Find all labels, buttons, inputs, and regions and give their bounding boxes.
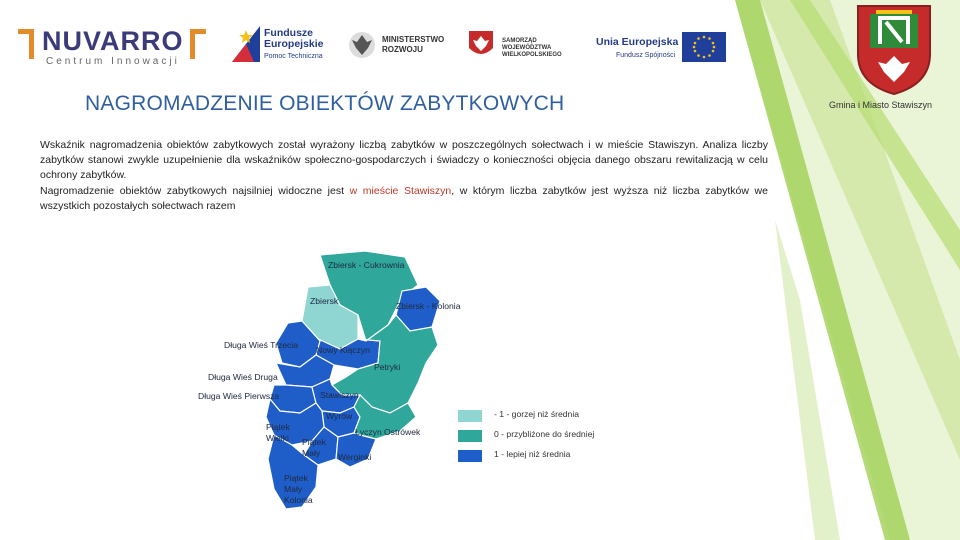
ministerstwo-line1: MINISTERSTWO [382, 35, 445, 44]
unia-sub: Fundusz Spójności [616, 52, 676, 59]
slide-title: NAGROMADZENIE OBIEKTÓW ZABYTKOWYCH [85, 92, 565, 115]
heritage-map [190, 245, 620, 515]
map-label-piatek-maly: Piątek Mały [302, 437, 326, 458]
map-label-nowy-kiaczyn: Nowy Kiączyn [316, 345, 370, 355]
samorzad-line2: WIELKOPOLSKIEGO [502, 52, 562, 58]
samorzad-name [502, 38, 578, 59]
eu-flag-icon [682, 32, 726, 62]
samorzad-line1: SAMORZĄD WOJEWÓDZTWA [502, 38, 552, 51]
stawiszyn-crest-icon [856, 4, 932, 96]
ministerstwo-logo [348, 30, 458, 64]
map-label-piatek-wielki: Piątek Wielki [266, 422, 290, 443]
fundusze-sub: Pomoc Techniczna [264, 53, 323, 60]
ministerstwo-name [382, 35, 444, 55]
map-label-petryki: Petryki [374, 362, 401, 372]
eagle-emblem-icon [348, 30, 376, 60]
map-label-piatek-maly-kolonia: Piątek Mały Kolonia [284, 473, 313, 505]
nuvarro-bracket-right [190, 29, 206, 59]
unia-europejska-logo [596, 32, 746, 66]
unia-name: Unia Europejska [596, 36, 679, 48]
fundusze-line2: Europejskie [264, 38, 324, 50]
paragraph-2-highlight: w mieście Stawiszyn [349, 184, 452, 197]
map-label-wyrow: Wyrów [326, 411, 353, 421]
legend-item-near [458, 428, 628, 444]
paragraph-2-pre: Nagromadzenie obiektów zabytkowych najsilniej widoczne jest [40, 184, 350, 197]
legend-swatch-near [458, 430, 482, 442]
paragraph-2 [40, 184, 768, 214]
fundusze-europejskie-logo [232, 26, 342, 66]
paragraph-2-post: , w którym liczba zabytków jest wyższa niż liczba zabytków we wszystkich pozostałych sołectwach razem [40, 184, 768, 212]
map-label-werginki: Werginki [338, 452, 372, 462]
map-label-zbiersk-cukrownia: Zbiersk - Cukrownia [328, 260, 405, 270]
nuvarro-name: NUVARRO [42, 26, 184, 56]
legend-label-near: 0 - przybliżone do średniej [494, 429, 595, 439]
slide-body [40, 138, 768, 214]
map-label-dluga-wies-druga: Długa Wieś Druga [208, 372, 278, 382]
legend-swatch-better [458, 450, 482, 462]
paragraph-1: Wskaźnik nagromadzenia obiektów zabytkowych został wyrażony liczbą zabytków w poszczególnych sołectwach i w mieście Stawiszyn. Analiza liczby zabytków stanowi zwykle uzupełnienie dla wskaźników społeczno-gospodarczych i świadczy o konieczności objęcia danego obszaru rewitalizacją w celu ochrony zabytków. [40, 139, 768, 182]
fundusze-name [264, 28, 324, 50]
legend-label-better: 1 - lepiej niż średnia [494, 449, 571, 459]
map-label-zbiersk: Zbiersk [310, 296, 339, 306]
map-label-dluga-wies-pierwsza: Długa Wieś Pierwsza [198, 391, 280, 401]
nuvarro-logo [18, 24, 208, 68]
map-label-dluga-wies-trzecia: Długa Wieś Trzecia [224, 340, 299, 350]
ministerstwo-line2: ROZWOJU [382, 45, 423, 54]
legend-item-worse [458, 408, 628, 424]
map-label-lyczyn: Łyczyn [355, 427, 382, 437]
wielkopolska-shield-icon [468, 30, 494, 60]
legend-item-better [458, 448, 628, 464]
nuvarro-bracket-left [18, 29, 34, 59]
legend-label-worse: - 1 - gorzej niż średnia [494, 409, 580, 419]
fundusze-line1: Fundusze [264, 27, 313, 39]
map-label-stawiszyn: Stawiszyn [320, 390, 359, 400]
nuvarro-tagline: Centrum Innowacji [46, 56, 180, 67]
fundusze-star-icon [232, 26, 260, 62]
map-label-ostrowek: Ostrówek [384, 427, 421, 437]
crest-label: Gmina i Miasto Stawiszyn [829, 100, 933, 110]
map-label-zbiersk-kolonia: Zbiersk - Kolonia [396, 301, 461, 311]
legend-swatch-worse [458, 410, 482, 422]
samorzad-logo [468, 30, 578, 64]
